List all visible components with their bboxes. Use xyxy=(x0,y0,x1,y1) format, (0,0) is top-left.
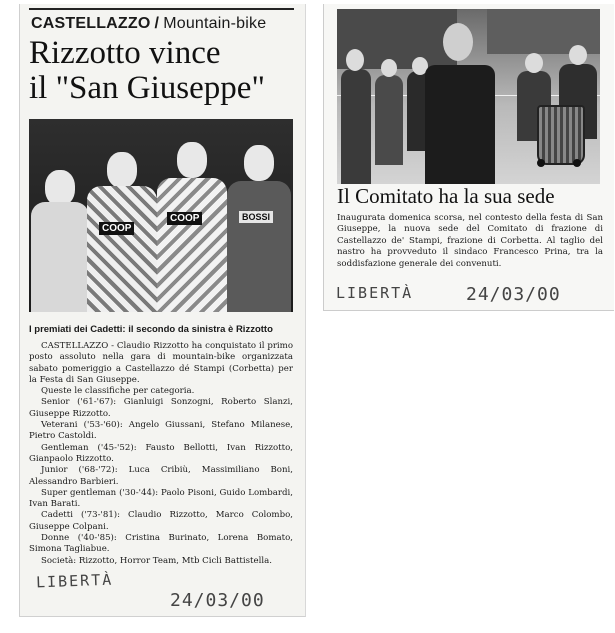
right-headline: Il Comitato ha la sua sede xyxy=(337,184,555,208)
cyclist-figure-2 xyxy=(87,142,157,312)
left-headline xyxy=(29,36,301,106)
body-paragraph: Gentleman ('45-'52): Fausto Bellotti, Ivan Rizzotto, Gianpaolo Rizzotto. xyxy=(29,442,293,464)
cyclist-figure-4 xyxy=(227,137,291,312)
handwritten-date-right: 24/03/00 xyxy=(466,284,561,305)
section-name: CASTELLAZZO xyxy=(31,15,151,32)
right-article-body: Inaugurata domenica scorsa, nel contesto della festa di San Giuseppe, la nuova sede del Comitato di frazione di Castellazzo de' Stampi, frazione di Corbetta. Al taglio del nastro ha provveduto il sindaco Francesco Prina, tra la soddisfazione generale dei convenuti. xyxy=(337,213,603,269)
section-separator: / xyxy=(154,15,160,32)
ribbon-cutting-photo xyxy=(337,9,600,184)
body-paragraph: Queste le classifiche per categoria. xyxy=(41,386,195,397)
section-header xyxy=(31,15,266,33)
jersey-label-2: COOP xyxy=(167,212,202,225)
section-rule xyxy=(29,8,294,10)
photo-caption: I premiati dei Cadetti: il secondo da sinistra è Rizzotto xyxy=(29,324,273,335)
body-paragraph: Super gentleman ('30-'44): Paolo Pisoni, Guido Lombardi, Ivan Barati. xyxy=(29,487,293,510)
body-paragraph: Senior ('61-'67): Gianluigi Sonzogni, Roberto Slanzi, Giuseppe Rizzotto. xyxy=(29,397,293,419)
jersey-label-3: BOSSI xyxy=(239,211,273,223)
cyclists-photo xyxy=(29,119,293,312)
body-paragraph: Cadetti ('73-'81): Claudio Rizzotto, Marco Colombo, Giuseppe Colpani. xyxy=(29,510,293,532)
handwritten-source: LIBERTÀ xyxy=(35,570,114,592)
section-subtitle: Mountain-bike xyxy=(163,15,267,32)
left-newspaper-clipping xyxy=(19,4,306,617)
body-paragraph: CASTELLAZZO - Claudio Rizzotto ha conquistato il primo posto assoluto nella gara di mountain-bike organizzata sabato pomeriggio a Castellazzo dé Stampi (Corbetta) per la Festa di San Giuseppe. xyxy=(29,341,293,385)
body-paragraph: Veterani ('53-'60): Angelo Giussani, Stefano Milanese, Pietro Castoldi. xyxy=(29,420,293,442)
handwritten-date: 24/03/00 xyxy=(170,590,265,611)
headline-line-1: Rizzotto vince xyxy=(29,35,221,71)
right-newspaper-clipping xyxy=(323,4,614,311)
body-paragraph: Donne ('40-'85): Cristina Burinato, Lorena Bomato, Simona Tagliabue. xyxy=(29,533,293,555)
article-body xyxy=(29,341,293,567)
jersey-label-1: COOP xyxy=(99,222,134,235)
cyclist-figure-1 xyxy=(31,162,89,312)
body-paragraph: Junior ('68-'72): Luca Cribiù, Massimiliano Boni, Alessandro Barbieri. xyxy=(29,465,293,487)
body-paragraph: Società: Rizzotto, Horror Team, Mtb Cicli Battistella. xyxy=(41,555,272,566)
handwritten-source-right: LIBERTÀ xyxy=(336,284,414,302)
cyclist-figure-3 xyxy=(157,132,227,312)
headline-line-2: il "San Giuseppe" xyxy=(29,70,265,106)
